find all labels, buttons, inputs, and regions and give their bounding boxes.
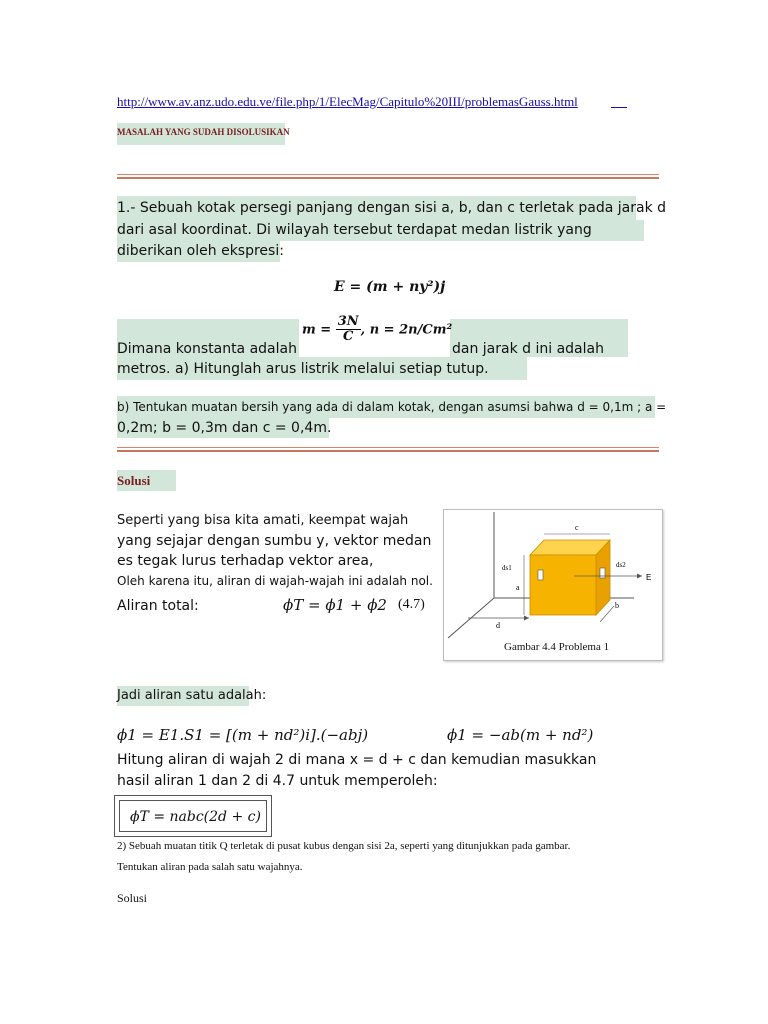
divider-top bbox=[117, 174, 659, 179]
boxed-result-outer bbox=[114, 795, 272, 837]
total-flow-equation: ϕT = ϕ1 + ϕ2 bbox=[283, 596, 387, 614]
label-ds1: ds1 bbox=[502, 564, 512, 572]
metros-line: metros. a) Hitunglah arus listrik melalui setiap tutup. bbox=[117, 361, 489, 377]
boxed-equation: ϕT = nabc(2d + c) bbox=[130, 809, 261, 825]
flow1-equation: ϕ1 = E1.S1 = [(m + nd²)i].(−abj) bbox=[117, 726, 369, 744]
label-a: a bbox=[516, 583, 520, 592]
n-expression: , n = 2n/Cm² bbox=[360, 322, 453, 338]
e-arrowhead bbox=[637, 574, 642, 579]
figure-caption: Gambar 4.4 Problema 1 bbox=[504, 641, 610, 653]
constants-prefix: Dimana konstanta adalah bbox=[117, 341, 297, 357]
partb-line2: 0,2m; b = 0,3m dan c = 0,4m. bbox=[117, 420, 332, 436]
source-link[interactable]: http://www.av.anz.udo.edu.ve/file.php/1/ElecMag/Capitulo%20III/problemasGauss.html bbox=[117, 94, 578, 109]
constants-equation bbox=[302, 315, 452, 345]
problem2-line2: Tentukan aliran pada salah satu wajahnya. bbox=[117, 861, 303, 873]
problem1-line1: 1.- Sebuah kotak persegi panjang dengan sisi a, b, dan c terletak pada jarak d bbox=[117, 200, 667, 216]
divider-bottom bbox=[117, 447, 659, 452]
ds2-window bbox=[600, 568, 605, 578]
flow1-label: Jadi aliran satu adalah: bbox=[117, 688, 267, 703]
m-label: m = bbox=[302, 322, 332, 338]
flow1-result: ϕ1 = −ab(m + nd²) bbox=[447, 726, 594, 744]
label-E: E bbox=[646, 573, 652, 582]
box-front-face bbox=[530, 555, 596, 615]
boxed-result-inner bbox=[119, 800, 267, 832]
total-flow-label: Aliran total: bbox=[117, 598, 199, 614]
problem2-line1: 2) Sebuah muatan titik Q terletak di pusat kubus dengan sisi 2a, seperti yang ditunjukkan pada gambar. bbox=[117, 840, 571, 852]
ds1-window bbox=[538, 570, 543, 580]
label-c: c bbox=[575, 523, 579, 532]
problem1-line2: dari asal koordinat. Di wilayah tersebut terdapat medan listrik yang bbox=[117, 222, 592, 238]
label-ds2: ds2 bbox=[616, 561, 626, 569]
solusi-heading: Solusi bbox=[117, 473, 151, 488]
m-fraction bbox=[336, 315, 361, 345]
problem1-line3: diberikan oleh ekspresi: bbox=[117, 243, 284, 259]
problem2-solusi: Solusi bbox=[117, 891, 148, 905]
equation-E: E = (m + ny²)j bbox=[334, 279, 446, 295]
d-arrowhead bbox=[524, 616, 529, 621]
box-diagram bbox=[444, 510, 662, 660]
link-underline-tail bbox=[611, 107, 627, 108]
equation-ref: (4.7) bbox=[398, 597, 425, 612]
section-title: MASALAH YANG SUDAH DISOLUSIKAN bbox=[117, 127, 290, 137]
calc-line1: Hitung aliran di wajah 2 di mana x = d + c dan kemudian masukkan bbox=[117, 752, 597, 768]
figure-box bbox=[443, 509, 663, 661]
solution-para3: es tegak lurus terhadap vektor area, bbox=[117, 553, 374, 569]
label-d: d bbox=[496, 621, 500, 630]
partb-line1: b) Tentukan muatan bersih yang ada di dalam kotak, dengan asumsi bahwa d = 0,1m ; a = bbox=[117, 400, 667, 414]
solution-para2: yang sejajar dengan sumbu y, vektor medan bbox=[117, 533, 432, 549]
m-denominator: C bbox=[343, 329, 354, 345]
label-b: b bbox=[615, 601, 619, 610]
calc-line2: hasil aliran 1 dan 2 di 4.7 untuk memperoleh: bbox=[117, 773, 438, 789]
solution-para4: Oleh karena itu, aliran di wajah-wajah ini adalah nol. bbox=[117, 574, 433, 588]
constants-suffix: dan jarak d ini adalah bbox=[452, 341, 604, 357]
m-numerator: 3N bbox=[337, 314, 359, 329]
solution-para1: Seperti yang bisa kita amati, keempat wajah bbox=[117, 513, 409, 528]
